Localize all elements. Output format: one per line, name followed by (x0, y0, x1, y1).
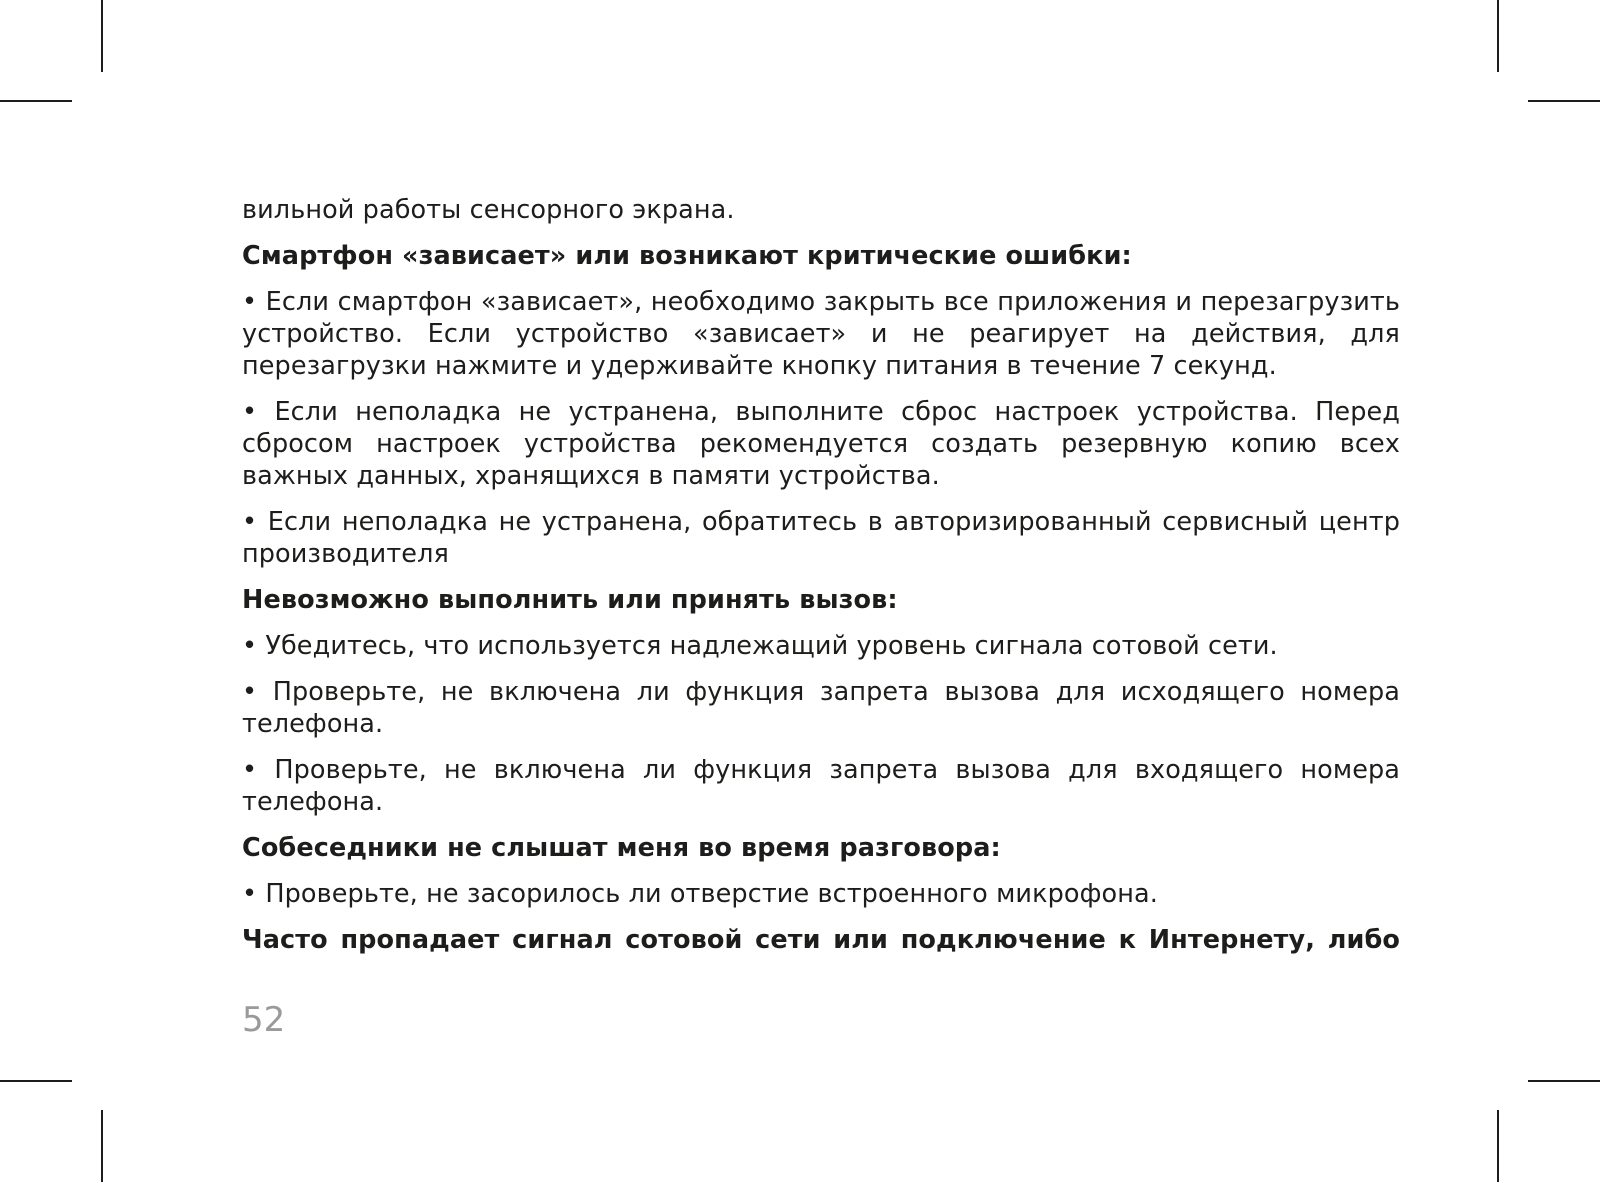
bullet-incoming-barring: • Проверьте, не включена ли функция запрета вызова для входящего номера телефона. (242, 755, 1400, 817)
paragraph-continuation: вильной работы сенсорного экрана. (242, 195, 735, 225)
crop-mark-top-left-vertical (101, 0, 103, 72)
section-heading-freeze: Смартфон «зависает» или возникают критические ошибки: (242, 241, 1132, 271)
section-heading-microphone: Собеседники не слышат меня во время разговора: (242, 833, 1001, 863)
bullet-microphone-hole: • Проверьте, не засорилось ли отверстие встроенного микрофона. (242, 879, 1158, 909)
crop-mark-bottom-left-horizontal (0, 1080, 72, 1082)
crop-mark-bottom-right-horizontal (1528, 1080, 1600, 1082)
page-content (242, 194, 1400, 970)
section-heading-signal-loss: Часто пропадает сигнал сотовой сети или подключение к Интернету, либо (242, 925, 1400, 955)
page-number: 52 (242, 1000, 286, 1040)
crop-mark-bottom-right-vertical (1497, 1110, 1499, 1182)
crop-mark-top-right-horizontal (1528, 100, 1600, 102)
bullet-restart: • Если смартфон «зависает», необходимо закрыть все приложения и перезагрузить устройство. Если устройство «зависает» и не реагирует на действия, для перезагрузки нажмите и удерживайте кнопку питания в течение 7 секунд. (242, 287, 1400, 381)
bullet-signal-level: • Убедитесь, что используется надлежащий уровень сигнала сотовой сети. (242, 631, 1278, 661)
section-heading-calls: Невозможно выполнить или принять вызов: (242, 585, 898, 615)
bullet-factory-reset: • Если неполадка не устранена, выполните сброс настроек устройства. Перед сбросом настроек устройства рекомендуется создать резервную копию всех важных данных, хранящихся в памяти устройства. (242, 397, 1400, 491)
crop-mark-bottom-left-vertical (101, 1110, 103, 1182)
bullet-service-center: • Если неполадка не устранена, обратитесь в авторизированный сервисный центр производителя (242, 507, 1400, 569)
bullet-outgoing-barring: • Проверьте, не включена ли функция запрета вызова для исходящего номера телефона. (242, 677, 1400, 739)
crop-mark-top-right-vertical (1497, 0, 1499, 72)
crop-mark-top-left-horizontal (0, 100, 72, 102)
